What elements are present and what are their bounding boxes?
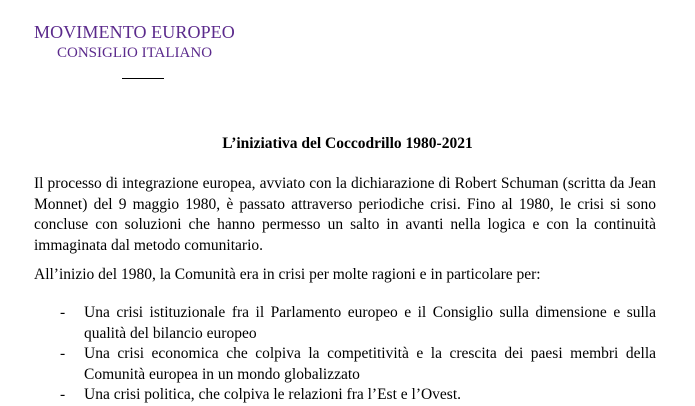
list-item-text: Una crisi istituzionale fra il Parlamento europeo e il Consiglio sulla dimensione e sulla qualità del bilancio europeo	[84, 304, 656, 342]
crisis-list	[34, 303, 656, 406]
organization-subtitle: CONSIGLIO ITALIANO	[57, 45, 213, 61]
document-title: L’iniziativa del Coccodrillo 1980-2021	[222, 135, 473, 152]
list-bullet-marker: -	[60, 345, 66, 362]
list-item	[34, 303, 656, 344]
organization-name: MOVIMENTO EUROPEO	[34, 22, 235, 42]
list-item	[34, 385, 656, 406]
list-bullet-marker: -	[60, 304, 66, 321]
letterhead-divider	[122, 78, 164, 79]
list-item-text: Una crisi economica che colpiva la competitività e la crescita dei paesi membri della Comunità europea in un mondo globalizzato	[84, 345, 656, 383]
body-paragraph-1: Il processo di integrazione europea, avviato con la dichiarazione di Robert Schuman (scritta da Jean Monnet) del 9 maggio 1980, è passato attraverso periodiche crisi. Fino al 1980, le crisi si sono concluse con soluzioni che hanno permesso un salto in avanti nella logica e con la continuità immaginata dal metodo comunitario.	[34, 175, 656, 254]
list-item-text: Una crisi politica, che colpiva le relazioni fra l’Est e l’Ovest.	[84, 386, 462, 403]
body-paragraph-2: All’inizio del 1980, la Comunità era in crisi per molte ragioni e in particolare per:	[34, 266, 541, 283]
list-bullet-marker: -	[60, 386, 66, 403]
list-item	[34, 344, 656, 385]
